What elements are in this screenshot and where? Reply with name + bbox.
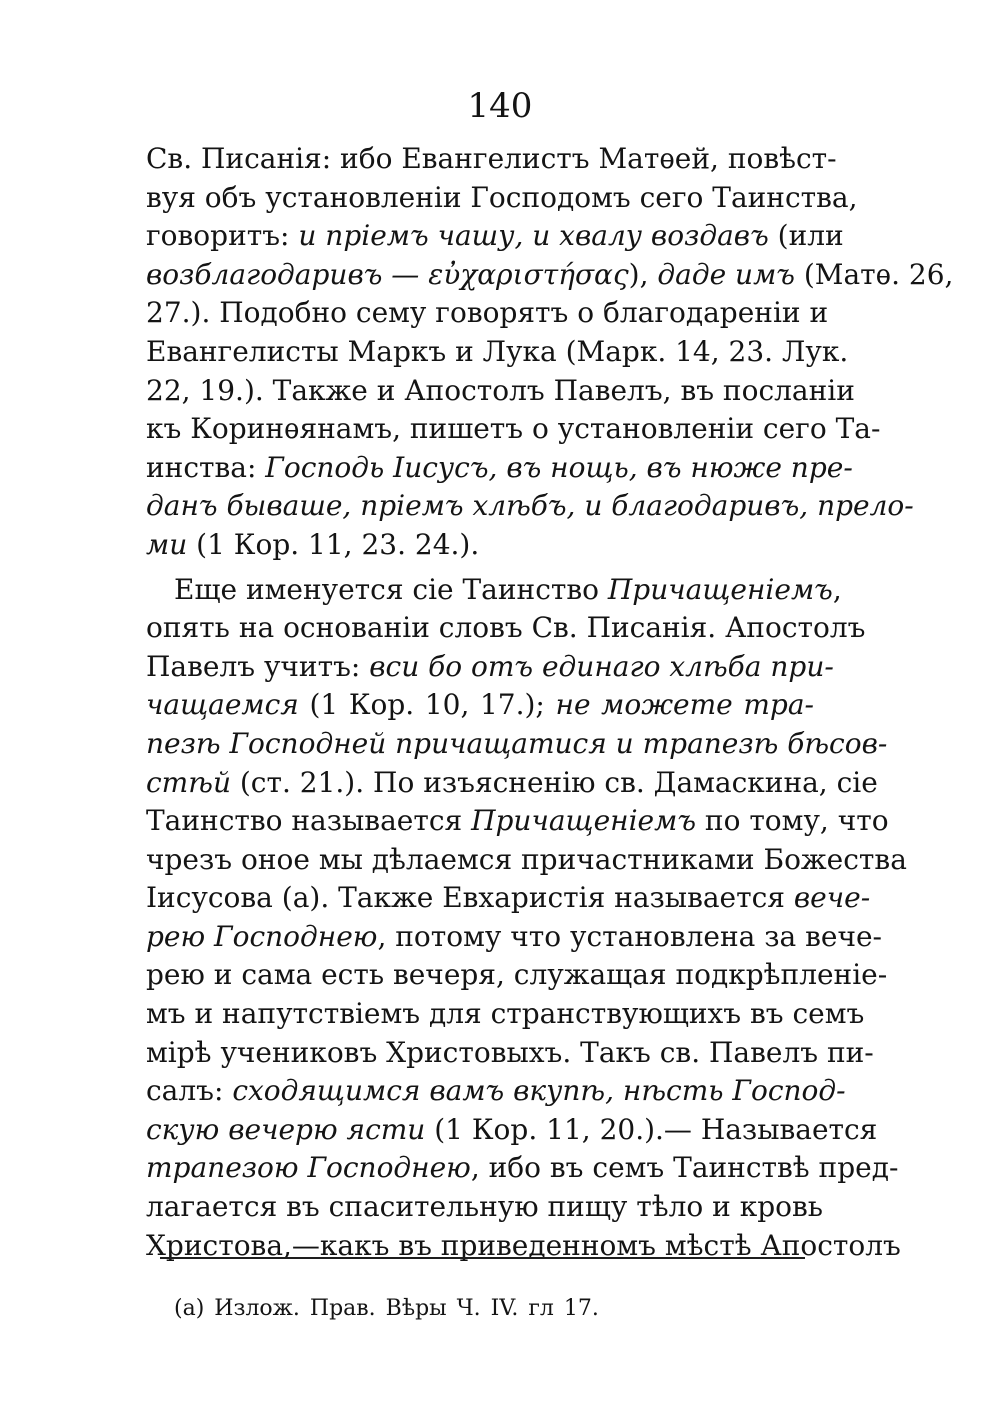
text-line bbox=[146, 449, 853, 488]
text-line bbox=[146, 1111, 878, 1150]
italic-text: Господь Іисусъ, въ нощь, въ нюже пре- bbox=[265, 450, 853, 484]
text-line bbox=[146, 372, 855, 411]
italic-text: сходящимся вамъ вкупѣ, нѣсть Господ- bbox=[232, 1074, 846, 1108]
text-line bbox=[146, 1034, 874, 1073]
text-run: инства: bbox=[146, 450, 266, 484]
text-line bbox=[146, 294, 829, 333]
text-line bbox=[146, 609, 866, 648]
text-line bbox=[146, 764, 878, 803]
text-run: чрезъ оное мы дѣлаемся причастниками Божества bbox=[146, 842, 907, 876]
italic-text: трапезою Господнею bbox=[146, 1151, 471, 1185]
text-line bbox=[146, 487, 914, 526]
text-run: лагается въ спасительную пищу тѣло и кровь bbox=[146, 1190, 824, 1224]
text-line bbox=[146, 995, 865, 1034]
italic-text: рею Господнею bbox=[146, 919, 378, 953]
page-number: 140 bbox=[467, 86, 533, 126]
text-line bbox=[146, 256, 954, 295]
text-line bbox=[146, 333, 849, 372]
text-run: говоритъ: bbox=[146, 219, 299, 253]
italic-text: вече- bbox=[793, 881, 871, 915]
italic-text: ми bbox=[146, 527, 188, 561]
text-run: , bbox=[832, 572, 842, 606]
text-line bbox=[146, 1227, 901, 1266]
text-run: , потому что установлена за вече- bbox=[377, 919, 882, 953]
text-run: (ст. 21.). По изъясненію св. Дамаскина, сіе bbox=[230, 765, 878, 799]
text-run: (Матѳ. 26, bbox=[794, 257, 954, 291]
text-run: ), bbox=[628, 257, 658, 291]
text-line bbox=[146, 410, 881, 449]
italic-text: даде имъ bbox=[657, 257, 795, 291]
text-run: 27.). Подобно сему говорятъ о благодареніи и bbox=[146, 296, 829, 330]
italic-text: стѣй bbox=[146, 765, 231, 799]
body-text bbox=[146, 140, 954, 1265]
italic-text: не можете тра- bbox=[555, 688, 814, 722]
text-run: Христова,—какъ въ приведенномъ мѣстѣ Апостолъ bbox=[146, 1228, 901, 1262]
text-run: опять на основаніи словъ Св. Писанія. Апостолъ bbox=[146, 611, 866, 645]
text-line bbox=[146, 879, 871, 918]
text-line bbox=[146, 140, 837, 179]
text-line bbox=[146, 686, 814, 725]
italic-text: данъ бываше, пріемъ хлѣбъ, и благодаривъ, прело- bbox=[146, 489, 914, 523]
italic-text: пезѣ Господней причащатися и трапезѣ бѣсов- bbox=[146, 726, 888, 760]
text-line bbox=[146, 571, 842, 610]
text-run: Евангелисты Маркъ и Лука (Марк. 14, 23. Лук. bbox=[146, 334, 849, 368]
text-line bbox=[146, 648, 834, 687]
text-run: мірѣ учениковъ Христовыхъ. Такъ св. Павелъ пи- bbox=[146, 1035, 874, 1069]
text-line bbox=[146, 956, 888, 995]
text-run: Еще именуется сіе Таинство bbox=[174, 572, 608, 606]
italic-text: возблагодаривъ — εὐχαριστήσας bbox=[146, 257, 629, 291]
text-run: 22, 19.). Также и Апостолъ Павелъ, въ посланіи bbox=[146, 373, 855, 407]
text-run: салъ: bbox=[146, 1074, 233, 1108]
text-run: (1 Кор. 11, 23. 24.). bbox=[187, 527, 480, 561]
text-run: , ибо въ семъ Таинствѣ пред- bbox=[470, 1151, 899, 1185]
text-run: къ Коринѳянамъ, пишетъ о установленіи сего Та- bbox=[146, 412, 881, 446]
text-line bbox=[146, 526, 814, 565]
italic-text: чащаемся bbox=[146, 688, 299, 722]
italic-text: Причащеніемъ bbox=[607, 572, 833, 606]
text-run: рею и сама есть вечеря, служащая подкрѣпленіе- bbox=[146, 958, 888, 992]
text-run: Іисусова (а). Также Евхаристія называется bbox=[146, 881, 794, 915]
text-line bbox=[146, 1188, 824, 1227]
text-line bbox=[146, 841, 907, 880]
text-run: по тому, что bbox=[696, 804, 889, 838]
italic-text: скую вечерю ясти bbox=[146, 1112, 426, 1146]
text-run: мъ и напутствіемъ для странствующихъ въ семъ bbox=[146, 997, 865, 1031]
text-line bbox=[146, 217, 844, 256]
text-line bbox=[146, 802, 889, 841]
text-run: (1 Кор. 11, 20.).— Называется bbox=[425, 1112, 878, 1146]
italic-text: Причащеніемъ bbox=[471, 804, 696, 838]
text-line bbox=[146, 918, 882, 957]
text-run: Павелъ учитъ: bbox=[146, 649, 370, 683]
text-run: вуя объ установленіи Господомъ сего Таинства, bbox=[146, 180, 858, 214]
italic-text: вси бо отъ единаго хлѣба при- bbox=[369, 649, 834, 683]
text-run: (или bbox=[768, 219, 844, 253]
text-run: Св. Писанія: ибо Евангелистъ Матѳей, повѣст- bbox=[146, 142, 837, 175]
text-line bbox=[146, 1149, 899, 1188]
text-run: (1 Кор. 10, 17.); bbox=[298, 688, 556, 722]
text-line bbox=[146, 1072, 846, 1111]
italic-text: и пріемъ чашу, и хвалу воздавъ bbox=[298, 219, 769, 253]
footnote-divider bbox=[160, 1257, 805, 1259]
text-line bbox=[146, 725, 888, 764]
text-line bbox=[146, 179, 858, 218]
text-run: Таинство называется bbox=[146, 804, 472, 838]
footnote: (а) Излож. Прав. Вѣры Ч. IV. гл 17. bbox=[174, 1296, 599, 1321]
